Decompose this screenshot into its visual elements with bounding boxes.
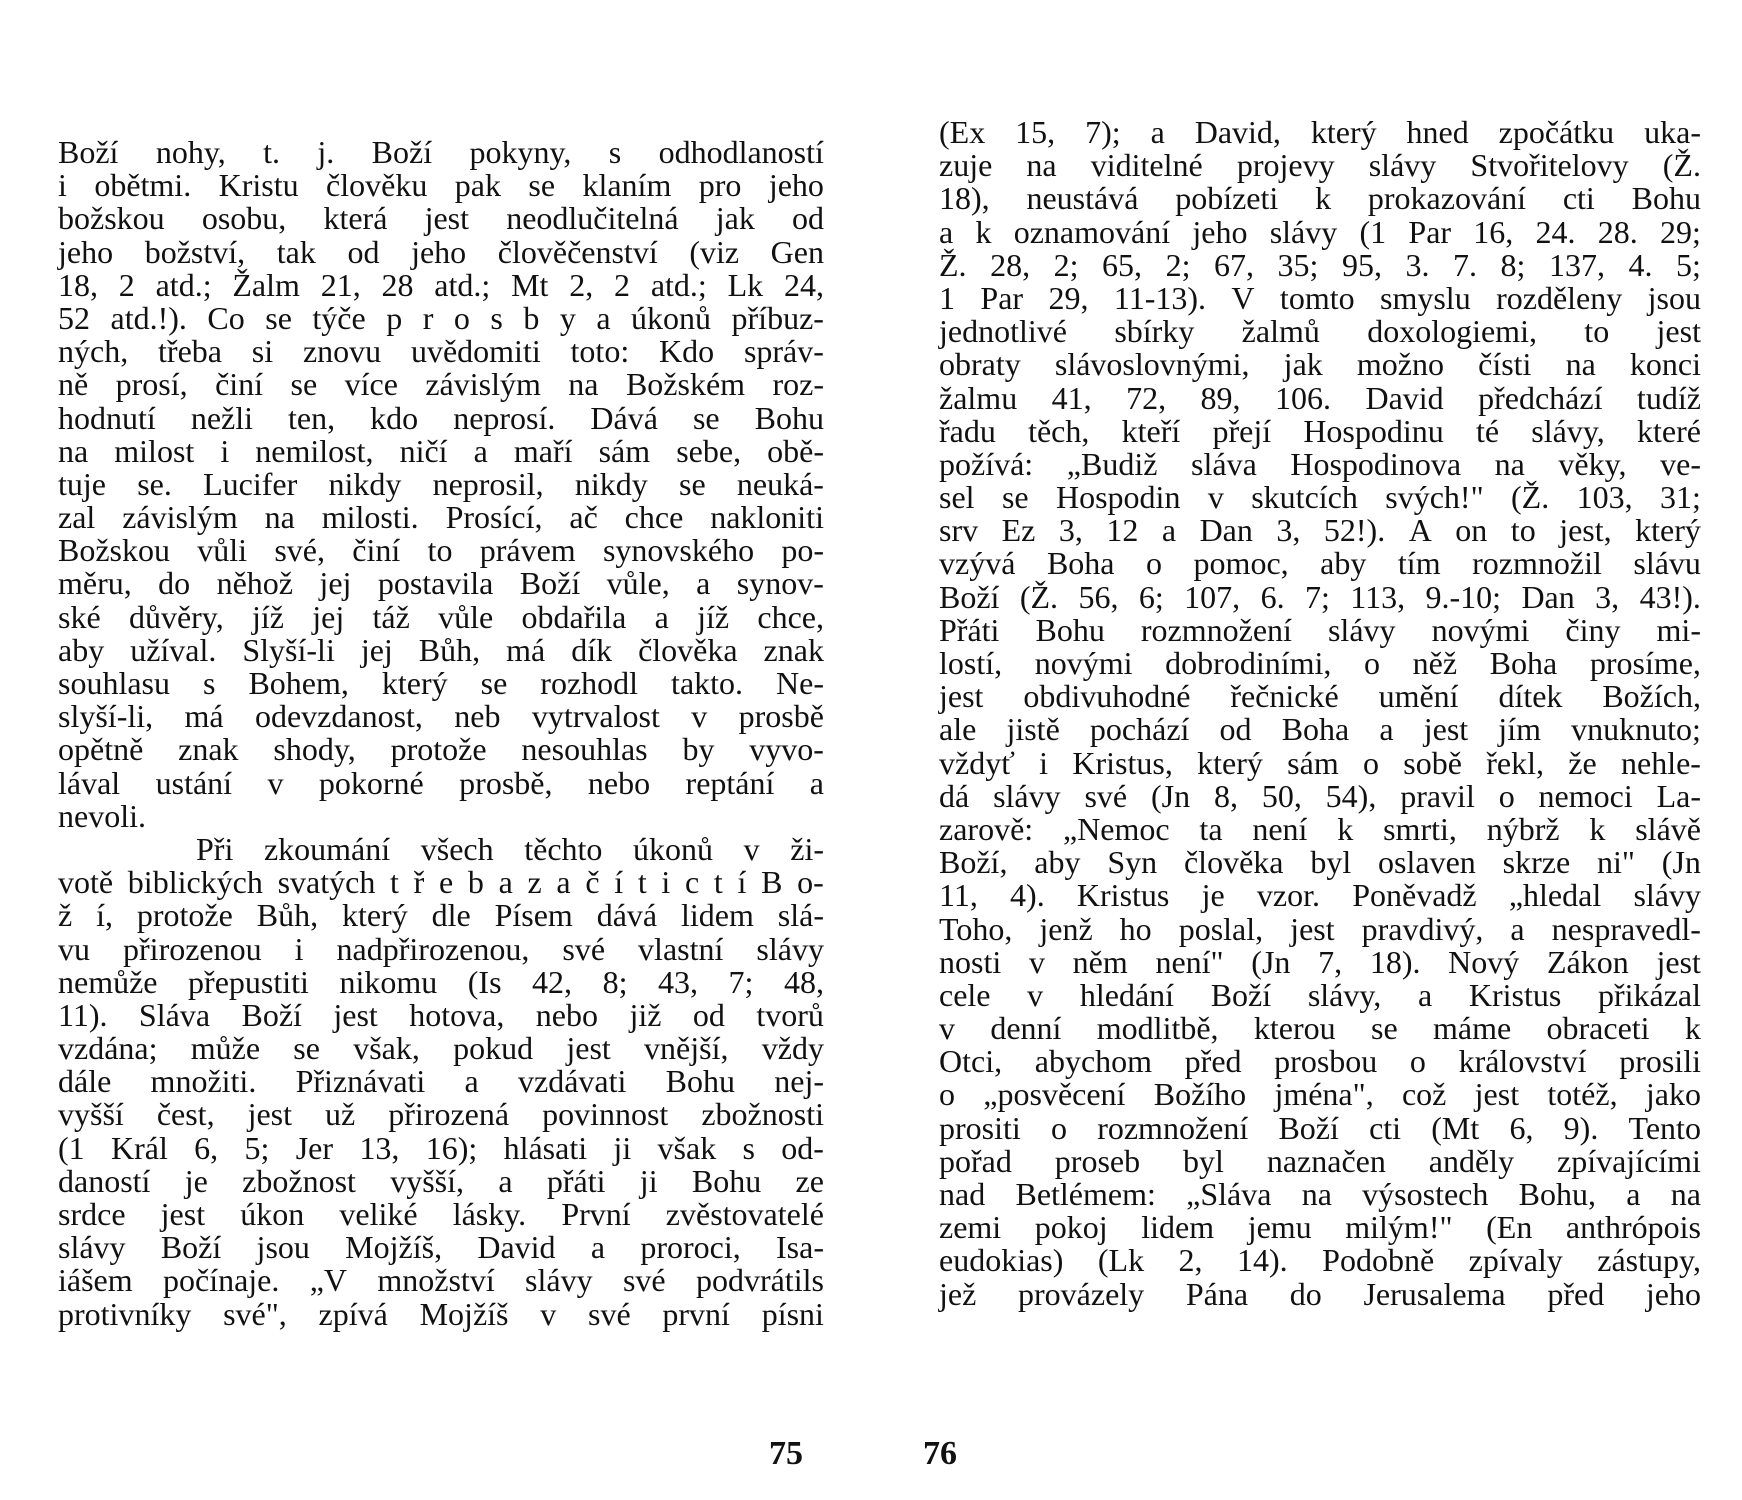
text-line: Boží nohy, t. j. Boží pokyny, s odhodlaností xyxy=(58,134,824,170)
text-line: lával ustání v pokorné prosbě, nebo reptání a xyxy=(58,764,824,801)
text-line: srv Ez 3, 12 a Dan 3, 52!). A on to jest, který xyxy=(939,512,1701,549)
text-line: slávy Boží jsou Mojžíš, David a proroci, Isa- xyxy=(58,1229,824,1266)
text-line: slyší-li, má odevzdanost, neb vytrvalost v prosbě xyxy=(58,698,824,735)
text-line: v denní modlitbě, kterou se máme obraceti k xyxy=(939,1010,1701,1047)
text-line: dále množiti. Přiznávati a vzdávati Bohu nej- xyxy=(58,1063,824,1100)
text-line: o „posvěcení Božího jména", což jest totéž, jako xyxy=(939,1076,1701,1113)
text-line: souhlasu s Bohem, který se rozhodl takto. Ne- xyxy=(58,665,824,701)
text-line: a k oznamování jeho slávy (1 Par 16, 24. 28. 29; xyxy=(939,213,1701,250)
text-line: i obětmi. Kristu člověku pak se klaním pro jeho xyxy=(58,167,824,204)
text-line: vyšší čest, jest už přirozená povinnost zbožnosti xyxy=(58,1096,824,1133)
text-line: (1 Král 6, 5; Jer 13, 16); hlásati ji však s od- xyxy=(58,1129,824,1166)
text-line: srdce jest úkon veliké lásky. První zvěstovatelé xyxy=(58,1196,824,1232)
text-line: požívá: „Budiž sláva Hospodinova na věky, ve- xyxy=(939,445,1701,482)
text-line: Boží, aby Syn člověka byl oslaven skrze ni" (Jn xyxy=(939,844,1701,881)
text-line: měru, do něhož jej postavila Boží vůle, a synov- xyxy=(58,565,824,602)
text-line: hodnutí nežli ten, kdo neprosí. Dává se Bohu xyxy=(58,399,824,436)
text-line: vzývá Boha o pomoc, aby tím rozmnožil slávu xyxy=(939,545,1701,582)
text-line: jeho božství, tak od jeho člověčenství (viz Gen xyxy=(58,233,824,270)
text-line: vu přirozenou i nadpřirozenou, své vlastní slávy xyxy=(58,930,824,967)
text-line: protivníky své", zpívá Mojžíš v své první písni xyxy=(58,1295,824,1332)
text-line: ně prosí, činí se více závislým na Božském roz- xyxy=(58,366,824,403)
text-line: obraty slávoslovnými, jak možno čísti na konci xyxy=(939,346,1701,383)
text-line: aby užíval. Slyší-li jej Bůh, má dík člověka znak xyxy=(58,631,824,668)
text-line: žalmu 41, 72, 89, 106. David předchází tudíž xyxy=(939,379,1701,416)
text-line: Přáti Bohu rozmnožení slávy novými činy mi- xyxy=(939,611,1701,648)
text-line: nosti v něm není" (Jn 7, 18). Nový Zákon jest xyxy=(939,943,1701,980)
text-line: tuje se. Lucifer nikdy neprosil, nikdy se neuká- xyxy=(58,465,824,502)
text-line: zarově: „Nemoc ta není k smrti, nýbrž k slávě xyxy=(939,810,1701,847)
text-line: božskou osobu, která jest neodlučitelná jak od xyxy=(58,200,824,237)
text-line: iášem počínaje. „V množství slávy své podvrátils xyxy=(58,1262,824,1299)
text-line: daností je zbožnost vyšší, a přáti ji Bohu ze xyxy=(58,1162,824,1199)
text-line: Božskou vůli své, činí to právem synovského po- xyxy=(58,532,824,569)
text-line: ž í, protože Bůh, který dle Písem dává lidem slá- xyxy=(58,897,824,934)
text-line: (Ex 15, 7); a David, který hned zpočátku uka- xyxy=(939,114,1701,150)
text-line: dá slávy své (Jn 8, 50, 54), pravil o nemoci La- xyxy=(939,777,1701,814)
text-line: 18, 2 atd.; Žalm 21, 28 atd.; Mt 2, 2 atd.; Lk 24, xyxy=(58,266,824,303)
text-line: 52 atd.!). Co se týče p r o s b y a úkonů příbuz- xyxy=(58,299,824,336)
text-line: Boží (Ž. 56, 6; 107, 6. 7; 113, 9.-10; Dan 3, 43!). xyxy=(939,578,1701,615)
text-line: řadu těch, kteří přejí Hospodinu té slávy, které xyxy=(939,412,1701,449)
text-line: jež provázely Pána do Jerusalema před jeho xyxy=(939,1275,1701,1312)
text-line: 1 Par 29, 11-13). V tomto smyslu rozděleny jsou xyxy=(939,279,1701,316)
text-line: jednotlivé sbírky žalmů doxologiemi, to jest xyxy=(939,313,1701,350)
text-line: votě biblických svatých t ř e b a z a č í t i c t í B o- xyxy=(58,864,824,901)
text-line: jest obdivuhodné řečnické umění dítek Božích, xyxy=(939,678,1701,715)
text-line: cele v hledání Boží slávy, a Kristus přikázal xyxy=(939,976,1701,1013)
text-line: zal závislým na milosti. Prosící, ač chce nakloniti xyxy=(58,499,824,536)
text-line: prositi o rozmnožení Boží cti (Mt 6, 9). Tento xyxy=(939,1109,1701,1146)
text-line: 11, 4). Kristus je vzor. Poněvadž „hledal slávy xyxy=(939,877,1701,914)
right-page xyxy=(871,0,1742,1500)
text-line: pořad proseb byl naznačen anděly zpívajícími xyxy=(939,1142,1701,1179)
text-line: ské důvěry, jíž jej táž vůle obdařila a jíž chce, xyxy=(58,598,824,635)
text-line: 18), neustává pobízeti k prokazování cti Bohu xyxy=(939,180,1701,217)
text-line: 11). Sláva Boží jest hotova, nebo již od tvorů xyxy=(58,996,824,1033)
text-line: vzdána; může se však, pokud jest vnější, vždy xyxy=(58,1030,824,1067)
text-line: na milost i nemilost, ničí a maří sám sebe, obě- xyxy=(58,432,824,469)
text-line: zuje na viditelné projevy slávy Stvořitelovy (Ž. xyxy=(939,147,1701,184)
right-page-text xyxy=(939,116,1701,1311)
text-line: Ž. 28, 2; 65, 2; 67, 35; 95, 3. 7. 8; 137, 4. 5; xyxy=(939,246,1701,283)
text-line: ale jistě pochází od Boha a jest jím vnuknuto; xyxy=(939,711,1701,748)
text-line: nad Betlémem: „Sláva na výsostech Bohu, a na xyxy=(939,1176,1701,1212)
text-line: ných, třeba si znovu uvědomiti toto: Kdo správ- xyxy=(58,333,824,370)
text-line: Při zkoumání všech těchto úkonů v ži- xyxy=(196,830,824,867)
text-line: lostí, novými dobrodiními, o něž Boha prosíme, xyxy=(939,645,1701,681)
text-line: nemůže přepustiti nikomu (Is 42, 8; 43, 7; 48, xyxy=(58,963,824,1000)
text-line: vždyť i Kristus, který sám o sobě řekl, že nehle- xyxy=(939,744,1701,781)
left-page-number: 75 xyxy=(769,1435,803,1472)
text-line: Toho, jenž ho poslal, jest pravdivý, a nespravedl- xyxy=(939,910,1701,947)
text-line: sel se Hospodin v skutcích svých!" (Ž. 103, 31; xyxy=(939,479,1701,516)
text-line: opětně znak shody, protože nesouhlas by vyvo- xyxy=(58,731,824,768)
left-page-text xyxy=(58,136,824,1331)
text-line: eudokias) (Lk 2, 14). Podobně zpívaly zástupy, xyxy=(939,1242,1701,1279)
text-line: zemi pokoj lidem jemu milým!" (En anthrópois xyxy=(939,1209,1701,1246)
text-line: nevoli. xyxy=(58,797,146,834)
text-line: Otci, abychom před prosbou o království prosili xyxy=(939,1043,1701,1080)
right-page-number: 76 xyxy=(923,1435,957,1472)
